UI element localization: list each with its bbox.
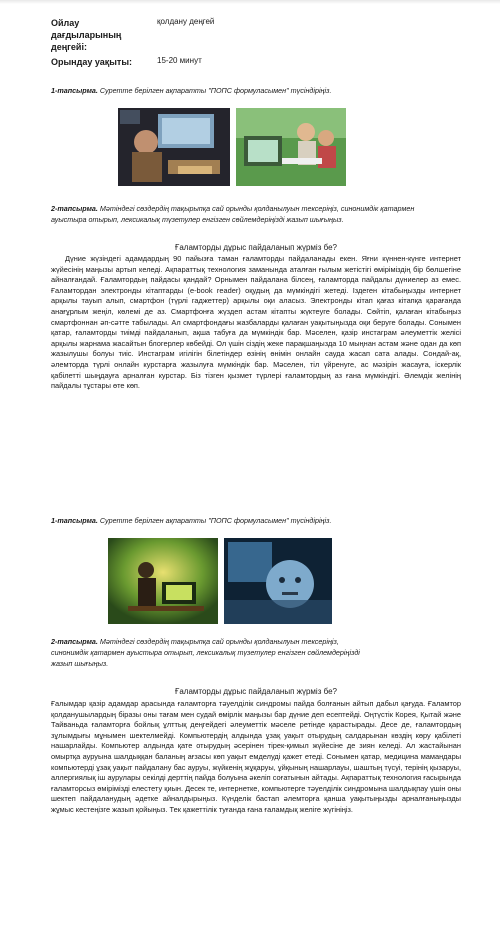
task-1-text-repeat: Суретте берілген ақпаратты "ПОПС формуласымен" түсіндіріңіз.: [97, 516, 332, 525]
task-2-text-repeat: Мәтіндегі сөздердің тақырыпқа сай орынды қолданылуын тексеріңіз, синонимдік қатармен ауыстыра отырып, лексикалық түзетулер енгізген сөйлемдеріңізді жазып шығыңыз.: [51, 637, 360, 668]
text-2-body: Ғалымдар қазір адамдар арасында ғаламторға тәуелділік синдромы пайда болғанын айтып дабыл қағуда. Ғаламтор қолданушылардың біразы оны тағам мен судай өмірлік маңызы бар дүние деп есептейді. Оңтүстік Корея, Қытай және Тайваньда ғаламторға бойлық ұлттық деңгейдегі әлеуметтік мәселе ретінде қарастырады. Десе де, ғаламтордың зұлымдығы мұнымен шектелмейді. Компьютердің алдында ұзақ уақыт отырудың салдарынан көздің көру қабілеті нашарлайды. Компьютер алдында қате отырудың әсерінен тірек-қимыл жүйесіне де зиян келеді. Ал жастайынан омыртқа ауруына шалдыққан баланың ағзасы көп уақыт емделуді қажет етеді. Сонымен қатар, медицина мамандары компьютерді ұзақ уақыт пайдалану бас ауруы, жүйкенің жұқаруы, ұйқының нашарлауы, шаштың түсуі, терінің қызаруы, аллергиялық іш аурулары секілді дерттің пайда болуына әкеліп соғатынын айтады. Ақпараттық технология ғасырында ғаламторсыз өмірімізді елестету қиын. Десек те, интернетке, компьютерге тәуелділік синдромына шалдықпау үшін оны шектеп пайдаланудың әдетке айналдырыңыз. Күнделік бастап әлемторға қанша уақытыңызды арналғаныңызды жұмыс кестеңізге жазып қойыңыз. Тек қажеттілік туғанда ғана ғаламдық желіге жүгініңіз.: [51, 699, 461, 814]
duration-label: Орындау уақыты:: [51, 57, 133, 67]
task-2-instruction: [51, 204, 451, 225]
task-1-text: Суретте берілген ақпаратты "ПОПС формуласымен" түсіндіріңіз.: [97, 86, 332, 95]
task-2-text: Мәтіндегі сөздердің тақырыпқа сай орынды қолданылуын тексеріңіз, синонимдік қатармен ауыстыра отырып, лексикалық түзетулер енгізген сөйлемдеріңізді жазып шығыңыз.: [51, 204, 415, 224]
photo-computer-user: [118, 108, 230, 186]
page-top-edge: [0, 0, 500, 4]
text-2-title: Ғаламторды дұрыс пайдаланып жүрміз бе?: [175, 687, 337, 696]
task-2-number-repeat: 2-тапсырма.: [51, 637, 98, 646]
task-1-instruction: [51, 86, 471, 95]
photo-computer-user-art: [118, 108, 230, 186]
photo-child-screen: [224, 538, 332, 624]
task-1-number-repeat: 1-тапсырма.: [51, 516, 98, 525]
text-1-body: Дүние жүзіндегі адамдардың 90 пайызға таман ғаламторды пайдаланады екен. Яғни күннен-күнге интернет жүйесінің маңызы артып келеді. Ақпараттық технология заманында аталған ғылым жетістігі өміріміздің бір бөлшегіне айналғандай. Ғаламтордың пайдасы қандай? Орнымен пайдалана білсең, ғаламторда пайдалы дүниелер аз емес. Ғаламтордан электронды кітаптарды (e-book reader) оқудың да мүмкіндігі жетеді. Іздеген кітабыңызды интернет арқылы тауып алып, смартфон (түрлі гаджеттер) арқылы оқи аласыз. Электронды кітап қағаз кітапқа қарағанда анағұрлым жеңіл, көлемі де аз. Смартфонға жүздеп астам кітапты жүктеуге болады. Сөйтіп, қалаған кітабыңыз смартфоннан әп-сәтте табылады. Ал смартфондағы жазбаларды қалаған уақытыңызда оқи беруге болады. Сонымен қатар, ғаламторды тиімді пайдаланып, ақша табуға да мүмкіндік бар. Мәселен, қазір инстаграм әлеуметтік желісі арқылы жарнама жасайтын блогерлер көбейді. Ол үшін сіздің жеке парақшаңызда 10 мыңнан астам және одан да көп жазылушы болуы тиіс. Инстаграм игілігін білетіндер өзінің өнімін онлайн сауда жасап сата алады. Сондай-ақ, әлемторда түрлі онлайн курстарға жазылуға мүмкіндік бар. Мәселен, тіл үйренуге, ас мәзірін жасауға, іскерлік қабілетті шыңдауға арналған курстар. Біз тізген қызмет түрлері ғаламтордың аз ғана мүмкіндігі. Әлемдік желінің пайдалы тұстары өте көп.: [51, 254, 461, 391]
text-1-title: Ғаламторды дұрыс пайдаланып жүрміз бе?: [175, 243, 337, 252]
task-2-instruction-repeat: [51, 636, 371, 669]
task-2-number: 2-тапсырма.: [51, 204, 98, 213]
photo-person-at-desk-art: [108, 538, 218, 624]
photo-internet-addiction: [236, 108, 346, 186]
photo-person-at-desk: [108, 538, 218, 624]
thinking-level-value: қолдану деңгей: [157, 17, 215, 26]
duration-value: 15-20 минут: [157, 56, 202, 65]
photo-child-screen-art: [224, 538, 332, 624]
task-1-number: 1-тапсырма.: [51, 86, 98, 95]
task-1-instruction-repeat: [51, 516, 471, 525]
photo-internet-addiction-art: [236, 108, 346, 186]
thinking-level-label: Ойлау дағдыларының деңгейі:: [51, 18, 122, 52]
